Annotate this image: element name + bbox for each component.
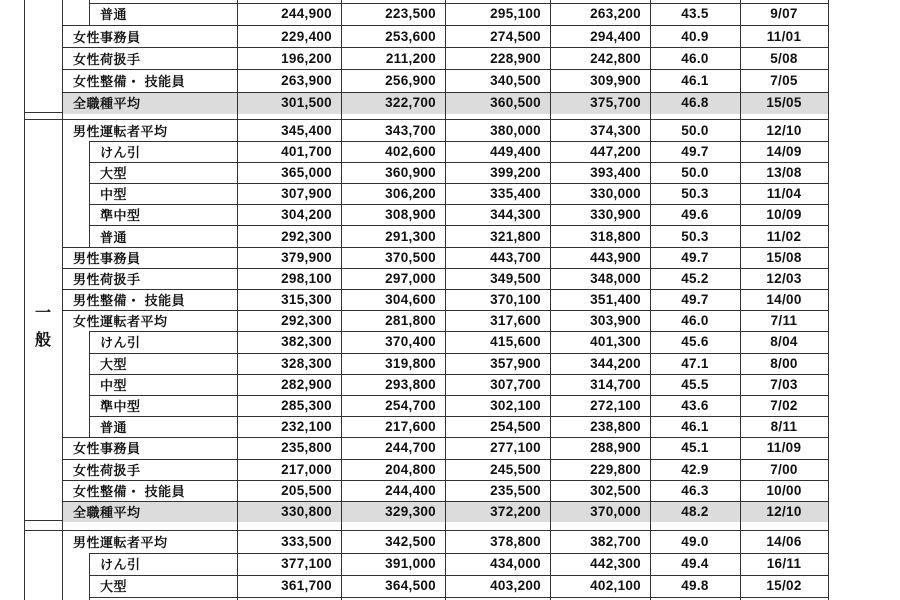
wage-value-cell: 228,900 <box>490 50 541 66</box>
age-value-cell: 49.4 <box>681 556 709 571</box>
job-type-label: 男性荷扱手 <box>73 271 141 287</box>
wage-value-cell: 307,900 <box>281 186 332 202</box>
job-type-label: 男性運転者平均 <box>73 123 168 139</box>
wage-value-cell: 282,900 <box>281 376 332 392</box>
wage-value-cell: 349,500 <box>490 270 541 286</box>
years-value-cell: 10/09 <box>766 207 802 223</box>
years-value-cell: 14/00 <box>766 292 802 308</box>
wage-value-cell: 288,900 <box>590 440 641 456</box>
job-type-label: 男性運転者平均 <box>73 535 168 550</box>
table-gridline <box>550 0 551 600</box>
wage-value-cell: 297,000 <box>385 270 436 286</box>
table-gridline <box>650 0 651 600</box>
wage-value-cell: 315,300 <box>281 292 332 308</box>
age-value-cell: 46.8 <box>681 95 709 111</box>
table-gridline <box>62 0 63 600</box>
age-value-cell: 46.1 <box>681 419 709 435</box>
wage-value-cell: 298,100 <box>281 270 332 286</box>
indent-gridline <box>89 597 90 600</box>
wage-value-cell: 382,700 <box>590 534 641 549</box>
category-cell <box>24 0 62 112</box>
years-value-cell: 11/01 <box>766 28 802 44</box>
age-value-cell: 43.5 <box>681 6 709 22</box>
wage-value-cell: 361,700 <box>281 578 332 593</box>
years-value-cell: 7/00 <box>770 461 798 477</box>
wage-value-cell: 263,900 <box>281 72 332 88</box>
job-type-label: 大型 <box>100 356 128 372</box>
wage-value-cell: 364,500 <box>385 578 436 593</box>
row-divider <box>89 183 828 184</box>
job-type-label: 準中型 <box>100 399 141 415</box>
wage-value-cell: 229,800 <box>590 461 641 477</box>
indent-gridline <box>89 374 90 395</box>
wage-value-cell: 330,000 <box>590 186 641 202</box>
years-value-cell: 7/02 <box>770 398 798 414</box>
age-value-cell: 49.0 <box>681 534 709 549</box>
wage-value-cell: 379,900 <box>281 249 332 265</box>
wage-value-cell: 306,200 <box>385 186 436 202</box>
wage-value-cell: 285,300 <box>281 398 332 414</box>
job-type-label: 全職種平均 <box>73 504 141 520</box>
wage-value-cell: 244,900 <box>281 6 332 22</box>
wage-value-cell: 442,300 <box>590 556 641 571</box>
job-type-label: 大型 <box>100 165 128 181</box>
wage-value-cell: 293,800 <box>385 376 436 392</box>
job-type-label: けん引 <box>100 335 141 351</box>
wage-value-cell: 314,700 <box>590 376 641 392</box>
wage-value-cell: 319,800 <box>385 355 436 371</box>
age-value-cell: 42.9 <box>681 461 709 477</box>
wage-value-cell: 223,500 <box>385 6 436 22</box>
job-type-label: 男性整備・ 技能員 <box>73 293 186 309</box>
wage-value-cell: 318,800 <box>590 228 641 244</box>
years-value-cell: 7/05 <box>770 72 798 88</box>
wage-value-cell: 370,500 <box>385 249 436 265</box>
wage-value-cell: 401,300 <box>590 334 641 350</box>
years-value-cell: 15/02 <box>766 578 802 593</box>
row-divider <box>89 575 828 576</box>
row-divider <box>89 162 828 163</box>
row-divider <box>89 553 828 554</box>
age-value-cell: 45.5 <box>681 376 709 392</box>
wage-value-cell: 391,000 <box>385 556 436 571</box>
job-type-label: 男性事務員 <box>73 250 141 266</box>
wage-value-cell: 447,200 <box>590 143 641 159</box>
row-divider <box>89 204 828 205</box>
age-value-cell: 50.0 <box>681 122 709 138</box>
age-value-cell: 48.2 <box>681 503 709 519</box>
indent-gridline <box>89 353 90 374</box>
table-gridline <box>740 0 741 600</box>
wage-value-cell: 343,700 <box>385 122 436 138</box>
indent-gridline <box>89 553 90 575</box>
wage-value-cell: 402,600 <box>385 143 436 159</box>
wage-value-cell: 322,700 <box>385 95 436 111</box>
wage-value-cell: 244,700 <box>385 440 436 456</box>
years-value-cell: 11/09 <box>766 440 802 456</box>
wage-value-cell: 244,400 <box>385 482 436 498</box>
table-section <box>24 530 828 600</box>
wage-value-cell: 295,100 <box>490 6 541 22</box>
indent-gridline <box>89 331 90 352</box>
table-gridline <box>24 0 25 600</box>
years-value-cell: 8/04 <box>770 334 798 350</box>
wage-value-cell: 434,000 <box>490 556 541 571</box>
row-divider <box>89 141 828 142</box>
wage-value-cell: 382,300 <box>281 334 332 350</box>
table-section <box>24 0 828 113</box>
wage-value-cell: 370,400 <box>385 334 436 350</box>
wage-value-cell: 348,000 <box>590 270 641 286</box>
years-value-cell: 16/11 <box>766 556 802 571</box>
wage-value-cell: 301,500 <box>281 95 332 111</box>
job-type-label: 女性事務員 <box>73 441 141 457</box>
indent-gridline <box>89 225 90 246</box>
wage-value-cell: 399,200 <box>490 164 541 180</box>
age-value-cell: 43.6 <box>681 398 709 414</box>
wage-value-cell: 204,800 <box>385 461 436 477</box>
wage-value-cell: 242,800 <box>590 50 641 66</box>
wage-value-cell: 292,300 <box>281 313 332 329</box>
category-label <box>35 300 51 354</box>
indent-gridline <box>89 416 90 437</box>
job-type-label: 女性荷扱手 <box>73 51 141 67</box>
age-value-cell: 46.0 <box>681 313 709 329</box>
age-value-cell: 45.6 <box>681 334 709 350</box>
wage-value-cell: 309,900 <box>590 72 641 88</box>
wage-value-cell: 330,900 <box>590 207 641 223</box>
wage-value-cell: 370,100 <box>490 292 541 308</box>
wage-value-cell: 217,000 <box>281 461 332 477</box>
wage-value-cell: 375,700 <box>590 95 641 111</box>
wage-value-cell: 211,200 <box>385 50 436 66</box>
table-gridline <box>828 0 829 600</box>
wage-value-cell: 217,600 <box>385 419 436 435</box>
wage-value-cell: 370,000 <box>590 503 641 519</box>
age-value-cell: 45.2 <box>681 270 709 286</box>
wage-value-cell: 360,500 <box>490 95 541 111</box>
years-value-cell: 14/06 <box>766 534 802 549</box>
wage-value-cell: 274,500 <box>490 28 541 44</box>
wage-value-cell: 377,100 <box>281 556 332 571</box>
age-value-cell: 49.7 <box>681 249 709 265</box>
category-label-char: 一 <box>34 304 51 322</box>
wage-value-cell: 229,400 <box>281 28 332 44</box>
wage-value-cell: 443,700 <box>490 249 541 265</box>
job-type-label: 普通 <box>100 7 128 23</box>
wage-value-cell: 317,600 <box>490 313 541 329</box>
age-value-cell: 46.1 <box>681 72 709 88</box>
wage-value-cell: 372,200 <box>490 503 541 519</box>
row-divider <box>89 374 828 375</box>
years-value-cell: 8/00 <box>770 355 798 371</box>
age-value-cell: 50.3 <box>681 228 709 244</box>
wage-value-cell: 415,600 <box>490 334 541 350</box>
job-type-label: 女性整備・ 技能員 <box>73 483 186 499</box>
category-cell <box>24 531 62 600</box>
indent-gridline <box>89 141 90 162</box>
table-gridline <box>341 0 342 600</box>
job-type-label: 女性運転者平均 <box>73 314 168 330</box>
wage-value-cell: 307,700 <box>490 376 541 392</box>
wage-value-cell: 303,900 <box>590 313 641 329</box>
wage-value-cell: 254,700 <box>385 398 436 414</box>
years-value-cell: 12/10 <box>766 503 802 519</box>
age-value-cell: 46.3 <box>681 482 709 498</box>
wage-value-cell: 205,500 <box>281 482 332 498</box>
job-type-label: 中型 <box>100 187 128 203</box>
wage-value-cell: 235,800 <box>281 440 332 456</box>
wage-value-cell: 232,100 <box>281 419 332 435</box>
indent-gridline <box>89 575 90 597</box>
job-type-label: けん引 <box>100 144 141 160</box>
indent-gridline <box>89 3 90 25</box>
wage-value-cell: 402,100 <box>590 578 641 593</box>
wage-value-cell: 374,300 <box>590 122 641 138</box>
age-value-cell: 46.0 <box>681 50 709 66</box>
years-value-cell: 15/08 <box>766 249 802 265</box>
wage-value-cell: 253,600 <box>385 28 436 44</box>
row-divider <box>89 331 828 332</box>
wage-value-cell: 443,900 <box>590 249 641 265</box>
age-value-cell: 49.6 <box>681 207 709 223</box>
age-value-cell: 49.8 <box>681 578 709 593</box>
job-type-label: 女性事務員 <box>73 29 141 45</box>
wage-value-cell: 360,900 <box>385 164 436 180</box>
category-cell <box>24 120 62 521</box>
wage-value-cell: 365,000 <box>281 164 332 180</box>
wage-value-cell: 291,300 <box>385 228 436 244</box>
wage-value-cell: 277,100 <box>490 440 541 456</box>
job-type-label: けん引 <box>100 557 141 572</box>
job-type-label: 全職種平均 <box>73 96 141 112</box>
years-value-cell: 12/03 <box>766 270 802 286</box>
wage-value-cell: 357,900 <box>490 355 541 371</box>
wage-value-cell: 294,400 <box>590 28 641 44</box>
row-divider <box>89 3 828 4</box>
years-value-cell: 7/03 <box>770 376 798 392</box>
indent-gridline <box>89 183 90 204</box>
category-label-char: 般 <box>34 331 51 349</box>
row-divider <box>89 597 828 598</box>
job-type-label: 女性整備・ 技能員 <box>73 73 186 89</box>
wage-value-cell: 380,000 <box>490 122 541 138</box>
row-divider <box>89 395 828 396</box>
wage-value-cell: 281,800 <box>385 313 436 329</box>
wage-value-cell: 302,500 <box>590 482 641 498</box>
indent-gridline <box>89 204 90 225</box>
wage-value-cell: 401,700 <box>281 143 332 159</box>
row-divider <box>89 353 828 354</box>
wage-value-cell: 308,900 <box>385 207 436 223</box>
age-value-cell: 49.7 <box>681 143 709 159</box>
years-value-cell: 10/00 <box>766 482 802 498</box>
wage-value-cell: 321,800 <box>490 228 541 244</box>
wage-value-cell: 351,400 <box>590 292 641 308</box>
wage-value-cell: 256,900 <box>385 72 436 88</box>
table-gridline <box>237 0 238 600</box>
years-value-cell: 11/02 <box>766 228 802 244</box>
wage-value-cell: 292,300 <box>281 228 332 244</box>
job-type-label: 準中型 <box>100 208 141 224</box>
years-value-cell: 11/04 <box>766 186 802 202</box>
wage-value-cell: 378,800 <box>490 534 541 549</box>
age-value-cell: 40.9 <box>681 28 709 44</box>
wage-value-cell: 345,400 <box>281 122 332 138</box>
wage-value-cell: 344,300 <box>490 207 541 223</box>
job-type-label: 普通 <box>100 420 128 436</box>
wage-value-cell: 335,400 <box>490 186 541 202</box>
wage-value-cell: 393,400 <box>590 164 641 180</box>
wage-value-cell: 302,100 <box>490 398 541 414</box>
wage-value-cell: 449,400 <box>490 143 541 159</box>
years-value-cell: 14/09 <box>766 143 802 159</box>
wage-value-cell: 329,300 <box>385 503 436 519</box>
age-value-cell: 45.1 <box>681 440 709 456</box>
wage-value-cell: 245,500 <box>490 461 541 477</box>
wage-value-cell: 328,300 <box>281 355 332 371</box>
years-value-cell: 7/11 <box>770 313 798 329</box>
wage-value-cell: 272,100 <box>590 398 641 414</box>
wage-value-cell: 340,500 <box>490 72 541 88</box>
job-type-label: 普通 <box>100 229 128 245</box>
wage-value-cell: 403,200 <box>490 578 541 593</box>
row-divider <box>89 225 828 226</box>
wage-value-cell: 196,200 <box>281 50 332 66</box>
years-value-cell: 13/08 <box>766 164 802 180</box>
table-section <box>24 119 828 522</box>
years-value-cell: 9/07 <box>770 6 798 22</box>
years-value-cell: 15/05 <box>766 95 802 111</box>
job-type-label: 大型 <box>100 579 128 594</box>
row-divider <box>89 416 828 417</box>
wage-value-cell: 304,600 <box>385 292 436 308</box>
wage-value-cell: 333,500 <box>281 534 332 549</box>
wage-value-cell: 254,500 <box>490 419 541 435</box>
wage-value-cell: 344,200 <box>590 355 641 371</box>
years-value-cell: 12/10 <box>766 122 802 138</box>
years-value-cell: 8/11 <box>770 419 798 435</box>
age-value-cell: 50.0 <box>681 164 709 180</box>
age-value-cell: 47.1 <box>681 355 709 371</box>
years-value-cell: 5/08 <box>770 50 798 66</box>
job-type-label: 中型 <box>100 377 128 393</box>
age-value-cell: 50.3 <box>681 186 709 202</box>
wage-value-cell: 238,800 <box>590 419 641 435</box>
job-type-label: 女性荷扱手 <box>73 462 141 478</box>
indent-gridline <box>89 395 90 416</box>
wage-value-cell: 330,800 <box>281 503 332 519</box>
wage-value-cell: 342,500 <box>385 534 436 549</box>
age-value-cell: 49.7 <box>681 292 709 308</box>
wage-value-cell: 263,200 <box>590 6 641 22</box>
wage-value-cell: 304,200 <box>281 207 332 223</box>
table-gridline <box>445 0 446 600</box>
wage-value-cell: 235,500 <box>490 482 541 498</box>
indent-gridline <box>89 162 90 183</box>
